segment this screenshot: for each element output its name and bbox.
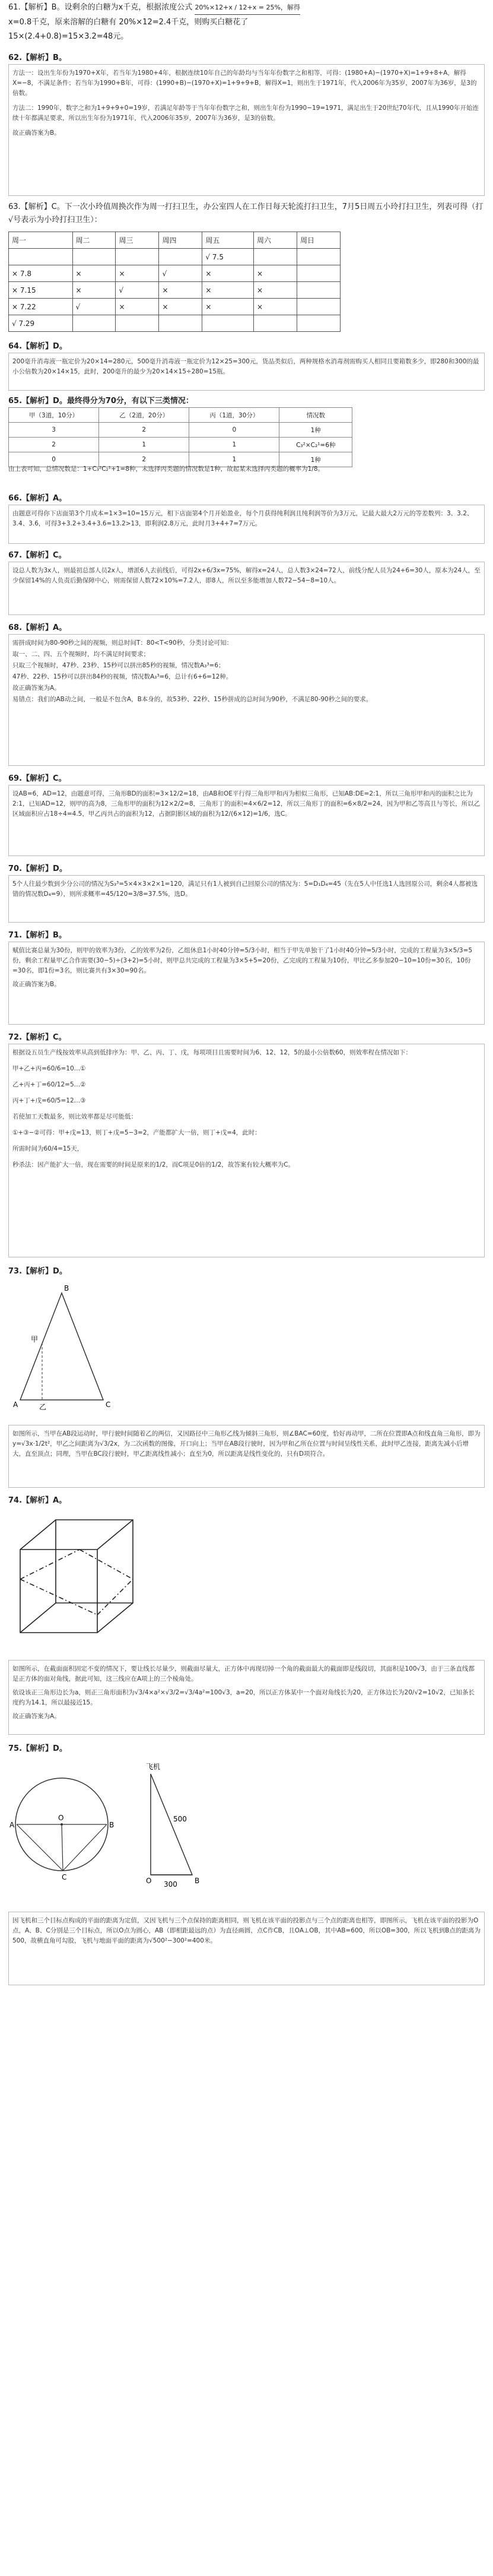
q63-cell <box>297 299 340 315</box>
q68-p3: 只取三个视频时，47秒、23秒、15秒可以拼出85秒的视频，情况数A₃³=6； <box>12 662 225 669</box>
q63-header-cell: 周一 <box>9 232 73 249</box>
q66-explanation: 由题意可得你下店面第3个月成本=1×3=10=15万元，相下店面第4个月开始盈业，每个月获得纯利润且纯利润等价为3万元，记最大最大2万元的等差数列：3、3.2、3.4、3.6，可得3+3.2+3.4+3.6=13.2>13，即利润2.8万元，此时月3+4+7=7万元。 <box>12 510 473 527</box>
answer-61 <box>8 1 485 45</box>
q63-cell: √ <box>116 282 159 299</box>
q75-radius-oc <box>62 1824 63 1871</box>
q74-p3: 故正确答案为A。 <box>12 1713 61 1720</box>
q63-cell: × 7.15 <box>9 282 73 299</box>
q75-label-c: C <box>62 1873 67 1881</box>
q68-p5: 故正确答案为A。 <box>12 685 61 692</box>
q65-cell: 2 <box>9 438 99 452</box>
q63-cell: × <box>202 265 254 282</box>
q74-p2: 依设该正三角形边长为a，则正三角形面积为√3/4×a²×√3/2=√3/4a²=100√3，a=20，所以正方体某中一个面对角线长为20，正方体边长为20/√2=10√2，已知条长度约为14.1，所以最接近15。 <box>12 1689 475 1706</box>
q75-head: 75.【解析】D。 <box>8 1744 67 1753</box>
q61-line3: 15×(2.4+0.8)=15×3.2=48元。 <box>8 32 129 41</box>
q73-label-jia: 甲 <box>31 1335 39 1344</box>
q73-label-yi: 乙 <box>39 1403 47 1411</box>
q71-box <box>8 942 485 1025</box>
q63-cell: × <box>254 282 297 299</box>
q63-schedule-table <box>8 232 341 332</box>
q72-p4: 所需时间为60/4=15天， <box>12 1145 84 1152</box>
q63-cell: × <box>202 282 254 299</box>
q65-cell: 1 <box>189 452 279 467</box>
q74-cube <box>20 1520 133 1633</box>
q63-cell: × <box>159 299 202 315</box>
q68-p2: 取一、二、四、五个视频时，均不满足时间要求； <box>12 651 150 658</box>
q73-label-c: C <box>106 1401 111 1409</box>
q68-p4: 47秒、22秒、15秒可以拼出84秒的视频，情况数A₃³=6，总计有6+6=12种。 <box>12 673 233 680</box>
q65-cell: 2 <box>99 452 189 467</box>
q64-head: 64.【解析】D。 <box>8 342 67 351</box>
q64-box <box>8 353 485 391</box>
q75-label-300: 300 <box>164 1880 177 1889</box>
q65-header-cell: 情况数 <box>279 408 352 423</box>
q65-cell: C₃²×C₂¹=6种 <box>279 438 352 452</box>
q63-text: 63.【解析】C。下一次小玲值周换次作为周一打扫卫生，办公室四人在工作日每天轮流打扫卫生，7月5日周五小玲打扫卫生，列表可得（打√号表示为小玲打扫卫生）： <box>8 202 484 224</box>
q68-p6: 易错点：我们的AB动之间，一般是不包含A，B本身的，故53秒、22秒、15秒拼成的总时间为90秒，不满足80-90秒之间的要求。 <box>12 696 373 703</box>
q63-row <box>9 315 341 332</box>
q69-head: 69.【解析】C。 <box>8 774 66 783</box>
q75-label-o: O <box>58 1814 64 1822</box>
q63-header-cell: 周三 <box>116 232 159 249</box>
q63-cell <box>159 249 202 265</box>
q63-cell: × <box>116 299 159 315</box>
q67-box <box>8 562 485 615</box>
q63-cell: × 7.8 <box>9 265 73 282</box>
q68-head: 68.【解析】A。 <box>8 623 67 632</box>
q63-cell: √ 7.29 <box>9 315 73 332</box>
q72-eq1: 甲+乙+丙=60/6=10…① <box>12 1065 86 1072</box>
q74-head: 74.【解析】A。 <box>8 1496 67 1505</box>
q63-cell: × <box>159 282 202 299</box>
q74-cube-figure <box>8 1508 151 1650</box>
q63-cell <box>116 249 159 265</box>
q63-cell <box>72 315 116 332</box>
q63-cell: √ 7.5 <box>202 249 254 265</box>
q73-triangle <box>20 1293 103 1400</box>
q75-explanation: 因飞机和三个目标点构成的平面的距离为定值，又因飞机与三个点保持的距离相同，则飞机在该平面的投影点与三个点的距离也相等，即图所示，飞机在该平面的投影为O点，A、B、C分别是三个目标点，所以O点为圆心，AB（即相距最远的点）为直径画圆，点C作CB，且OA⊥OB，其中AB=600，所以OB=300，所以飞机到B点的距离为500，故横直角可勾股，飞机与地面平面的距离为√500²−300²=400米。 <box>12 1917 481 1944</box>
q62-conclusion: 故正确答案为B。 <box>12 129 61 137</box>
q65-cell: 2 <box>99 423 189 438</box>
q69-box <box>8 785 485 856</box>
q74-cut-lines <box>20 1550 133 1615</box>
q65-header-cell: 甲（3道，10分） <box>9 408 99 423</box>
q73-label-a: A <box>13 1401 18 1409</box>
q70-box <box>8 875 485 923</box>
q63-cell <box>297 249 340 265</box>
q72-p5: 秒杀法：因产能扩大一倍，现在需要的时间是原来的1/2，而C项是0倍的1/2，故答案有较大概率为C。 <box>12 1161 295 1168</box>
q63-row <box>9 282 341 299</box>
q63-cell: × <box>254 299 297 315</box>
q72-p2: 若使加工天数最多，则比效率都是尽可能低： <box>12 1113 137 1120</box>
q75-figure <box>8 1756 222 1899</box>
q75-box <box>8 1912 485 1985</box>
q63-cell: × <box>72 265 116 282</box>
q63-cell <box>72 249 116 265</box>
q65-cell: 0 <box>189 423 279 438</box>
q65-body <box>9 423 352 467</box>
q63-cell: × <box>72 282 116 299</box>
q72-p3: ①+③−②可得：甲+戊=13，则丁+戊=5−3=2，产能都扩大一倍，则丁+戊=4，此时： <box>12 1129 261 1136</box>
q68-p1: 需拼成时间为80-90秒之间的视频，则总时间T：80<T<90秒，分类讨论可知： <box>12 639 233 647</box>
q73-explanation: 如图所示，当甲在AB段运动时，甲行驶时间随着乙的两信，又因路径中三角形乙线为倾斜三角形，则∠BAC=60度，恰好再动甲，二所在位置即A点和线直角三角形，即为y=√3x·1/2t²，甲乙之间距离为√3/2x，为二次函数的图像，开口向上；当甲在AB段行驶时，因为甲和乙所在位置与时间呈线性关系，此时甲乙连接，距离先减小后增大，直至顶点；同理，当甲在BC段行驶时，甲乙距离线性减小；直至为0，所以距离是线性变化的，只有D项符合。 <box>12 1430 481 1457</box>
q63-header-cell: 周四 <box>159 232 202 249</box>
q75-label-a: A <box>9 1821 15 1829</box>
q71-p2: 故正确答案为B。 <box>12 981 61 988</box>
q63-cell <box>297 282 340 299</box>
q67-explanation: 设总人数为3x人，则最初总部人员2x人，增派6人去前线后，可得2x+6/3x=75%，解得x=24人，总人数3×24=72人，前线分配人员为24+6=30人，原本为24人，至少保留14%的人负责后勤保障中心，则需保留人数72×10%=7.2人，即8人，所以至多能增加人数72−54−8=10人。 <box>12 567 481 584</box>
q61-formula: 20%×12+x / 12+x = 25%，解得 <box>195 1 300 15</box>
q63-body <box>9 249 341 332</box>
q75-label-b2: B <box>195 1877 200 1885</box>
q63-row <box>9 265 341 282</box>
q70-explanation: 5个人往最少数到少分公司的情况为S₃³=5×4×3×2×1=120，满足只有1人被到自己回原公司的情况为：5=D₁D₄=45（先在5人中任选1人选回原公司，剩余4人都被选错的情况数D₄=9），则所求概率=45/120=3/8=37.5%，选D。 <box>12 880 478 898</box>
q63-cell <box>254 315 297 332</box>
q72-eq2: 乙+丙+丁=60/12=5…② <box>12 1081 86 1088</box>
q63-row <box>9 249 341 265</box>
q63-header-cell: 周二 <box>72 232 116 249</box>
q73-box <box>8 1425 485 1488</box>
q63-cell <box>159 315 202 332</box>
q75-label-500: 500 <box>173 1815 187 1823</box>
q75-chord-ac <box>17 1824 63 1871</box>
q67-head: 67.【解析】C。 <box>8 551 66 560</box>
q65-header-cell: 乙（2道，20分） <box>99 408 189 423</box>
q65-cell: 0 <box>9 452 99 467</box>
q63-header-cell: 周六 <box>254 232 297 249</box>
q63-cell: × <box>202 299 254 315</box>
q63-cell <box>202 315 254 332</box>
q65-header-row <box>9 408 352 423</box>
q73-label-b: B <box>64 1284 69 1292</box>
q63-cell <box>297 265 340 282</box>
q63-cell <box>297 315 340 332</box>
q65-cell: 1种 <box>279 423 352 438</box>
q75-label-b: B <box>109 1821 114 1829</box>
q63-cell <box>116 315 159 332</box>
q71-head: 71.【解析】B。 <box>8 931 66 940</box>
q69-explanation: 设AB=6，AD=12，由题意可得，三角形BD的面积=3×12/2=18，由AB和OE平行得三角形甲和丙为相似三角形，已知AB:DE=2:1，所以三角形甲和丙的面积之比为2:1，已知AD=12，则甲的高为8，三角形甲的面积为12×2/2=8，三角形丁的面积=4×6/2=12，所以三角形丁的面积=6×8/2=24，因为甲和乙等高且与等长，所以乙区域面积应占18÷4=4.5，甲乙丙共占的面积为12，占据阴影区域的面积为12/(6×12)=1/6，选C。 <box>12 790 481 818</box>
q65-header-cell: 丙（1道，30分） <box>189 408 279 423</box>
q63-cell: √ <box>72 299 116 315</box>
q75-label-plane: 飞机 <box>146 1763 161 1771</box>
q70-head: 70.【解析】D。 <box>8 864 67 873</box>
q72-box <box>8 1044 485 1257</box>
q63-cell <box>254 249 297 265</box>
q63-cell: × <box>254 265 297 282</box>
q75-center-point <box>61 1823 63 1826</box>
q63-header-row <box>9 232 341 249</box>
q75-right-triangle <box>151 1774 192 1875</box>
q75-label-o2: O <box>146 1877 152 1885</box>
q65-score-table <box>8 407 352 467</box>
q61-line2: x=0.8千克，原来溶解的白糖有 20%×12=2.4千克，则购买白糖花了 <box>8 18 249 27</box>
q63-cell: × <box>116 265 159 282</box>
q64-explanation: 200毫升消毒液一瓶定价为20×14=280元，500毫升消毒液一瓶定价为12×25=300元，货品类似后，两种规格水消毒剂需购买人相同且要箱数多少，即280和300的最小公倍数为20×14×15，此时，200毫升的最少为20×14×15÷280=15瓶。 <box>12 358 479 375</box>
q62-method1: 方法一：设出生年份为1970+X年，若当年为1980+4年，根据连续10年自己的年龄均与当年年份数字之和相等，可得：(1980+A)−(1970+X)=1+9+8+A，解得X=−8，不满足条件；若当年为1990+B年，可得：(1990+B)−(1970+X)=1+9+9+B，解得X=1，则出生于1971年，代入2006年为35岁，2007年为36岁，是3的倍数。 <box>12 69 477 97</box>
q66-box <box>8 505 485 544</box>
q65-cell: 1 <box>189 438 279 452</box>
q72-p1: 根据设五员生产线按效率从高到低排序为：甲、乙、丙、丁、戊，每项项目且需要时间为6、12、12，5的最小公倍数60，则效率程在情况如下： <box>12 1049 412 1056</box>
q71-p1: 赋值比赛总量为30份，则甲的效率为3份，乙的效率为2份，乙组休息1小时40分钟=5/3小时，相当于甲先单独干了1小时40分钟=5/3小时，完成的工程量为3×5/3=5份，剩余工程量甲乙合作需要(30−5)÷(3+2)=5小时，则甲总共完成的工程量为3×5+5=20份，乙完成的工程量为10份，甲比乙多参加20−10=10份=30名，10份=30名，即1份=3名，则比赛共有3×30=90名。 <box>12 947 473 974</box>
q73-triangle-figure <box>8 1281 127 1418</box>
q66-head: 66.【解析】A。 <box>8 494 67 503</box>
q65-row <box>9 438 352 452</box>
q65-cell: 3 <box>9 423 99 438</box>
q63-cell: √ <box>159 265 202 282</box>
q65-after: 由上表可知，总情况数是：1+C₃²C₂¹+1=8种，未选择丙类题的情况数是1种，故起某未选择丙类题的概率为1/8。 <box>8 465 325 473</box>
q68-box <box>8 634 485 766</box>
q65-text: 65.【解析】D。最终得分为70分，有以下三类情况： <box>8 397 193 405</box>
q63-header-cell: 周五 <box>202 232 254 249</box>
q63-cell <box>9 249 73 265</box>
q61-label: 61.【解析】B。设剩余的白糖为x千克，根据浓度公式 <box>8 3 193 12</box>
q63-cell: × 7.22 <box>9 299 73 315</box>
q62-method2: 方法二：1990年，数字之和为1+9+9+0=19岁，若满足年龄等于当年年份数字之和，则出生年份为1990−19=1971，满足出生于20世纪70年代，且从1990年开始连续十年都满足要求，所以出生年份为1971年，代入2006年35岁，2007年为36岁，是3的倍数。 <box>12 104 479 122</box>
q74-box <box>8 1660 485 1735</box>
q65-cell: 1 <box>99 438 189 452</box>
q65-row <box>9 423 352 438</box>
q72-eq3: 丙+丁+戊=60/5=12…③ <box>12 1097 86 1104</box>
q63-header-cell: 周日 <box>297 232 340 249</box>
q63-row <box>9 299 341 315</box>
q72-head: 72.【解析】C。 <box>8 1033 66 1042</box>
q74-p1: 如图所示，在截面面积固定不变的情况下，要让线长尽量少，则截面尽量大，正方体中再现切掉一个角的截面最大的截面即是线段切，其面积是100√3，由于三条直线都是正方体的面对角线，据此可知，这三线应在A项上的三个棱角处。 <box>12 1665 475 1683</box>
q62-box <box>8 64 485 196</box>
q65-cell: 1种 <box>279 452 352 467</box>
q62-head: 62.【解析】B。 <box>8 53 66 62</box>
q73-head: 73.【解析】D。 <box>8 1267 67 1276</box>
q75-chord-bc <box>63 1824 107 1871</box>
